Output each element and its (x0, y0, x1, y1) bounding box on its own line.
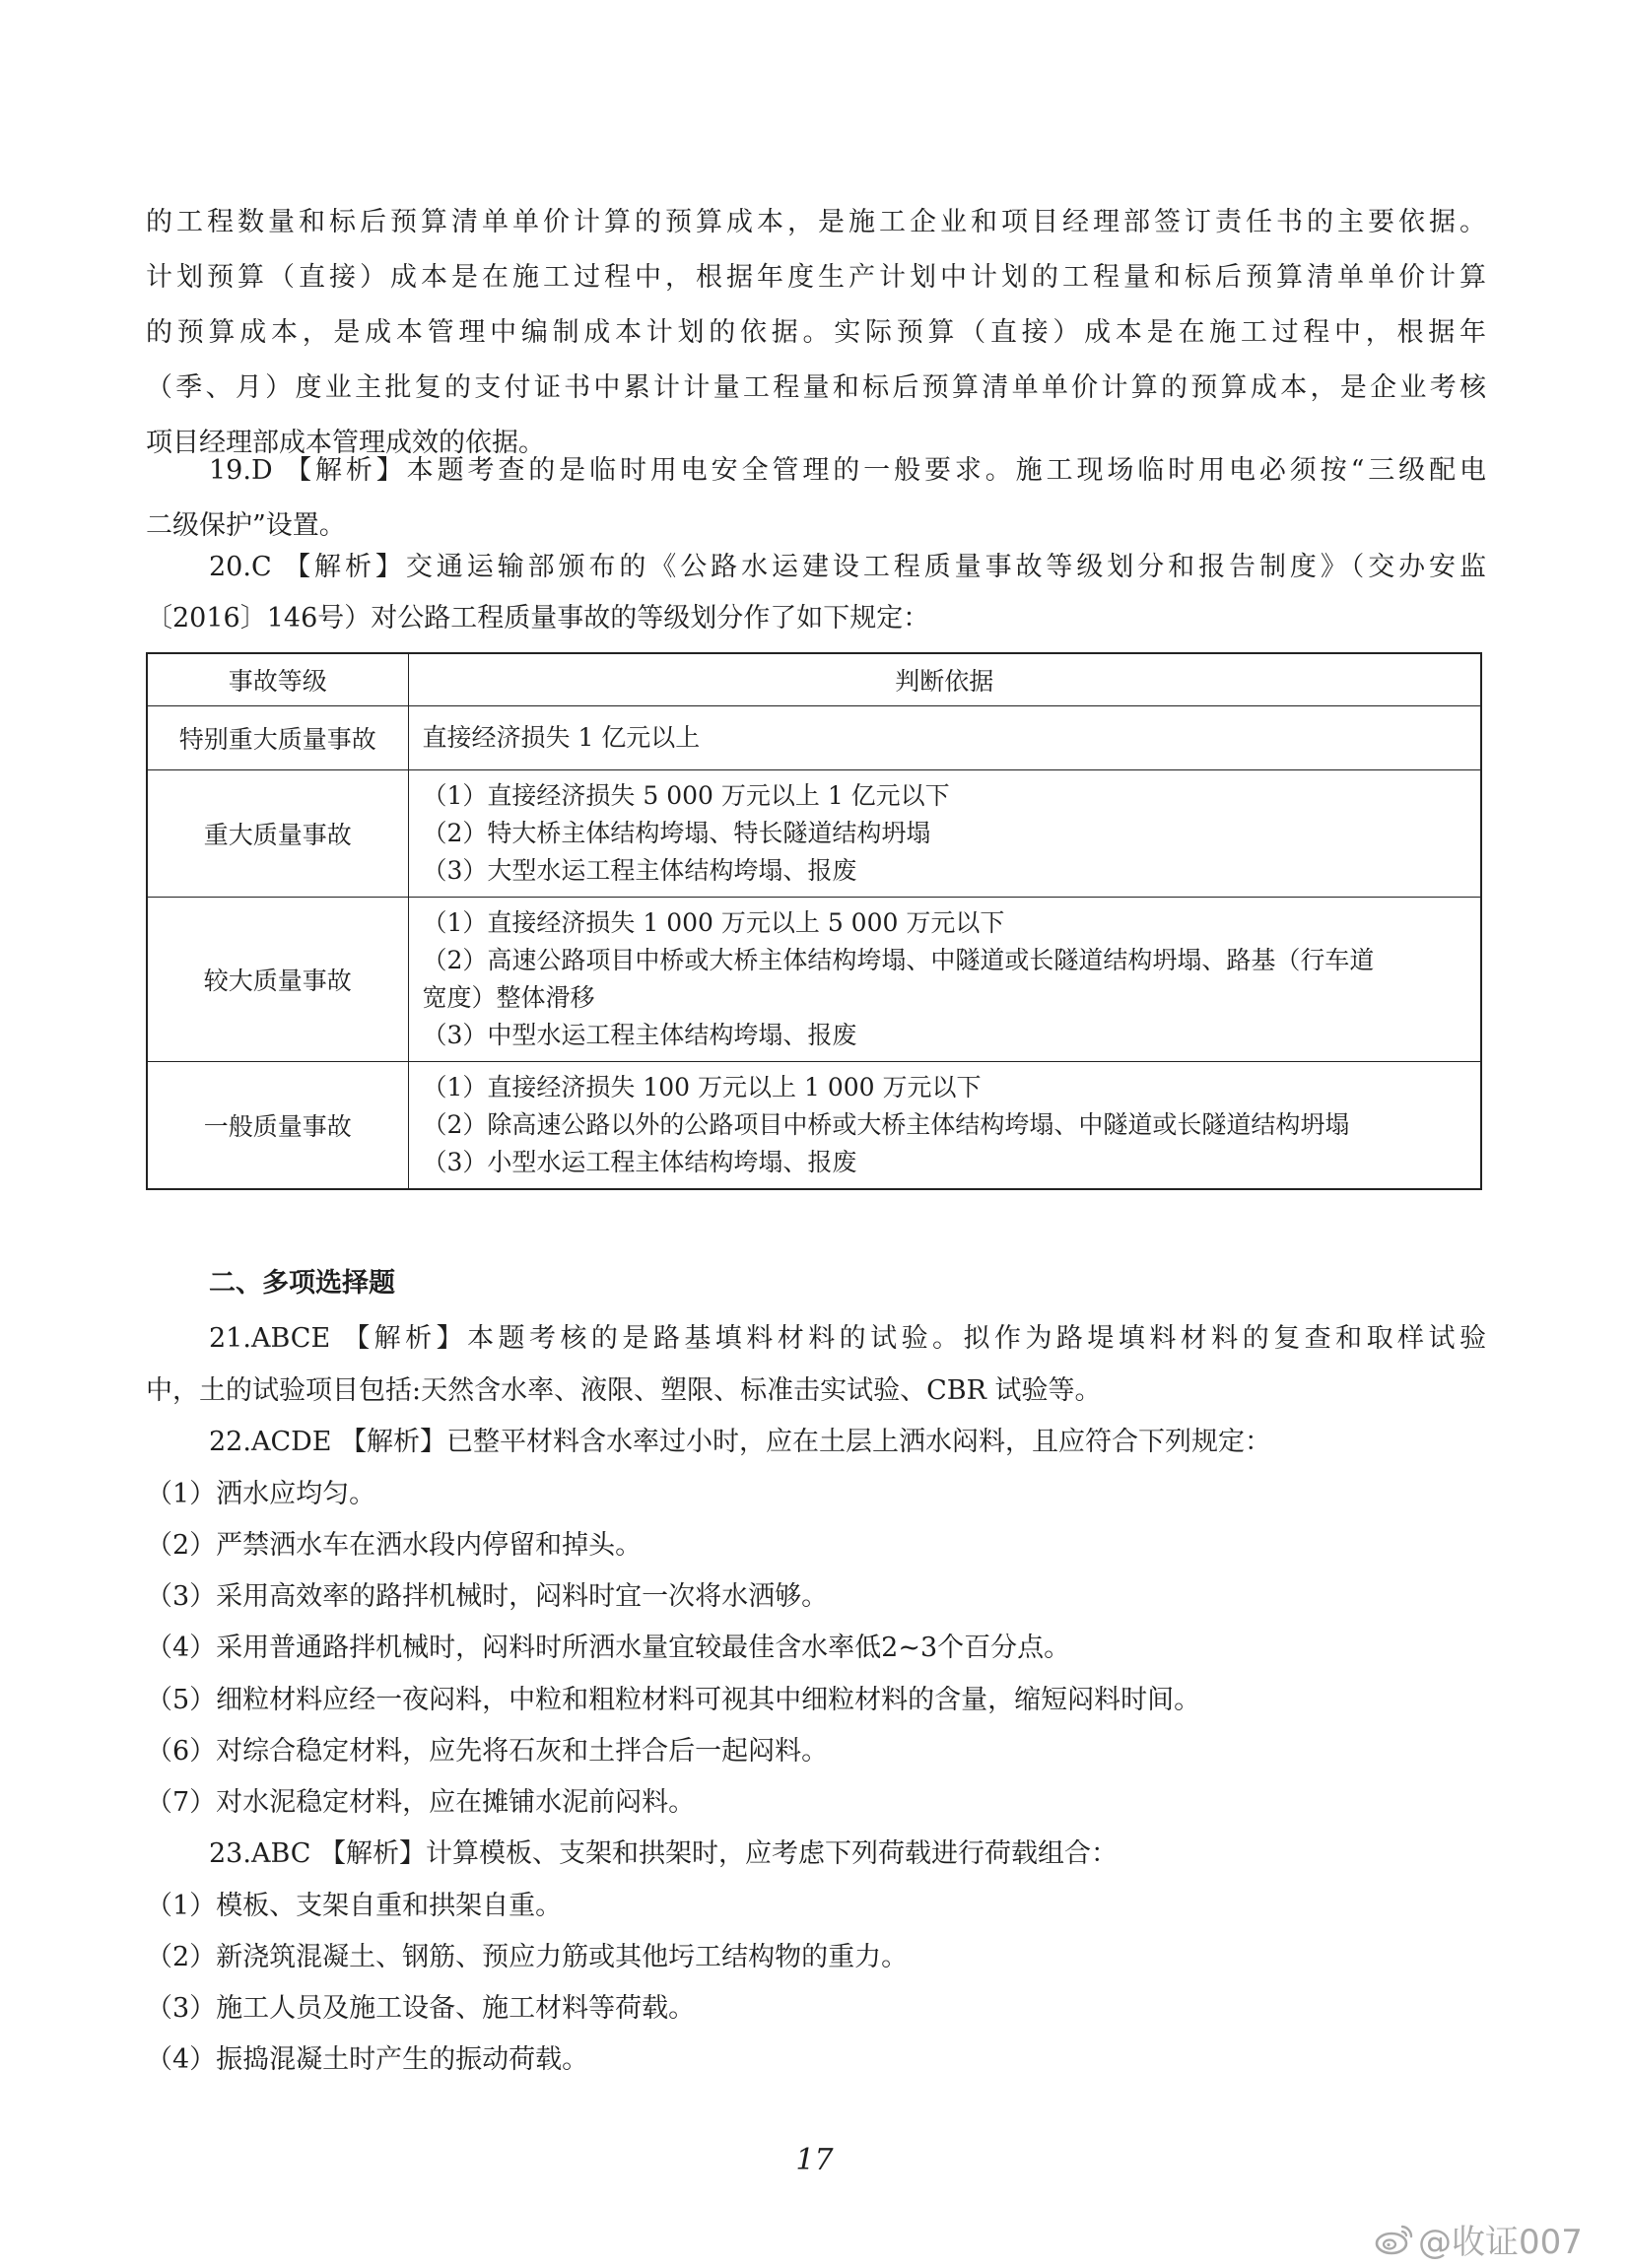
row-criteria (408, 706, 1481, 770)
q21-line-1: 21.ABCE 【解析】本题考核的是路基填料材料的试验。拟作为路堤填料材料的复查和取样试验 (209, 1323, 1486, 1354)
q23-item: （4）振捣混凝土时产生的振动荷载。 (146, 2044, 589, 2075)
row-level: 较大质量事故 (147, 898, 408, 1062)
q19-line-2: 二级保护”设置。 (146, 510, 346, 541)
criteria-line: （1）直接经济损失 1 000 万元以上 5 000 万元以下 (422, 908, 1005, 937)
header-level: 事故等级 (147, 653, 408, 706)
table-row (147, 706, 1481, 770)
row-criteria (408, 1062, 1481, 1190)
criteria-line: 宽度）整体滑移 (422, 983, 595, 1012)
q22-item: （5）细粒材料应经一夜闷料，中粒和粗粒材料可视其中细粒材料的含量，缩短闷料时间。 (146, 1685, 1201, 1715)
table-row (147, 898, 1481, 1062)
q23-item: （2）新浇筑混凝土、钢筋、预应力筋或其他圬工结构物的重力。 (146, 1942, 909, 1972)
intro-line-1: 的工程数量和标后预算清单单价计算的预算成本，是施工企业和项目经理部签订责任书的主要依据。 (146, 207, 1486, 237)
q22-item: （6）对综合稳定材料，应先将石灰和土拌合后一起闷料。 (146, 1736, 829, 1767)
intro-line-5: 项目经理部成本管理成效的依据。 (146, 428, 545, 458)
intro-line-2: 计划预算（直接）成本是在施工过程中，根据年度生产计划中计划的工程量和标后预算清单单价计算 (146, 262, 1486, 293)
table-row (147, 1062, 1481, 1190)
weibo-logo-icon (1375, 2223, 1414, 2265)
watermark-text: @收证007 (1418, 2223, 1583, 2262)
criteria-line: （2）特大桥主体结构垮塌、特长隧道结构坍塌 (422, 819, 931, 847)
row-criteria (408, 770, 1481, 898)
criteria-line: （1）直接经济损失 100 万元以上 1 000 万元以下 (422, 1073, 982, 1101)
q22-item: （3）采用高效率的路拌机械时，闷料时宜一次将水洒够。 (146, 1581, 829, 1612)
q23-line-1: 23.ABC 【解析】计算模板、支架和拱架时，应考虑下列荷载进行荷载组合： (209, 1838, 1119, 1869)
table-header-row (147, 653, 1481, 706)
q22-item: （7）对水泥稳定材料，应在摊铺水泥前闷料。 (146, 1787, 696, 1818)
criteria-line: （3）小型水运工程主体结构垮塌、报废 (422, 1148, 857, 1176)
row-criteria (408, 898, 1481, 1062)
q22-item: （4）采用普通路拌机械时，闷料时所洒水量宜较最佳含水率低2~3个百分点。 (146, 1633, 1071, 1663)
row-level: 特别重大质量事故 (147, 706, 408, 770)
criteria-line: 直接经济损失 1 亿元以上 (422, 723, 701, 752)
accident-level-table (146, 652, 1482, 1190)
intro-line-3: 的预算成本，是成本管理中编制成本计划的依据。实际预算（直接）成本是在施工过程中，根据年 (146, 317, 1486, 348)
q21-line-2: 中，土的试验项目包括:天然含水率、液限、塑限、标准击实试验、CBR 试验等。 (146, 1375, 1102, 1406)
row-level: 重大质量事故 (147, 770, 408, 898)
section-heading: 二、多项选择题 (209, 1268, 395, 1299)
q19-line-1: 19.D 【解析】本题考查的是临时用电安全管理的一般要求。施工现场临时用电必须按“三级配电 (209, 455, 1486, 486)
q20-line-2: 〔2016〕146号）对公路工程质量事故的等级划分作了如下规定： (146, 603, 930, 634)
row-level: 一般质量事故 (147, 1062, 408, 1190)
intro-line-4: （季、月）度业主批复的支付证书中累计计量工程量和标后预算清单单价计算的预算成本，是企业考核 (146, 372, 1486, 403)
q23-item: （1）模板、支架自重和拱架自重。 (146, 1891, 563, 1921)
watermark (1375, 2215, 1583, 2265)
table-row (147, 770, 1481, 898)
q22-item: （2）严禁洒水车在洒水段内停留和掉头。 (146, 1530, 643, 1561)
q23-item: （3）施工人员及施工设备、施工材料等荷载。 (146, 1993, 696, 2024)
q22-line-1: 22.ACDE 【解析】已整平材料含水率过小时，应在土层上洒水闷料，且应符合下列规定： (209, 1427, 1272, 1457)
q20-line-1: 20.C 【解析】交通运输部颁布的《公路水运建设工程质量事故等级划分和报告制度》（交办安监 (209, 552, 1486, 582)
criteria-line: （3）中型水运工程主体结构垮塌、报废 (422, 1021, 857, 1049)
q22-item: （1）洒水应均匀。 (146, 1479, 376, 1509)
criteria-line: （2）除高速公路以外的公路项目中桥或大桥主体结构垮塌、中隧道或长隧道结构坍塌 (422, 1110, 1350, 1139)
header-criteria: 判断依据 (408, 653, 1481, 706)
criteria-line: （2）高速公路项目中桥或大桥主体结构垮塌、中隧道或长隧道结构坍塌、路基（行车道 (422, 946, 1375, 974)
page-number: 17 (795, 2143, 834, 2177)
criteria-line: （1）直接经济损失 5 000 万元以上 1 亿元以下 (422, 781, 950, 810)
criteria-line: （3）大型水运工程主体结构垮塌、报废 (422, 856, 857, 885)
